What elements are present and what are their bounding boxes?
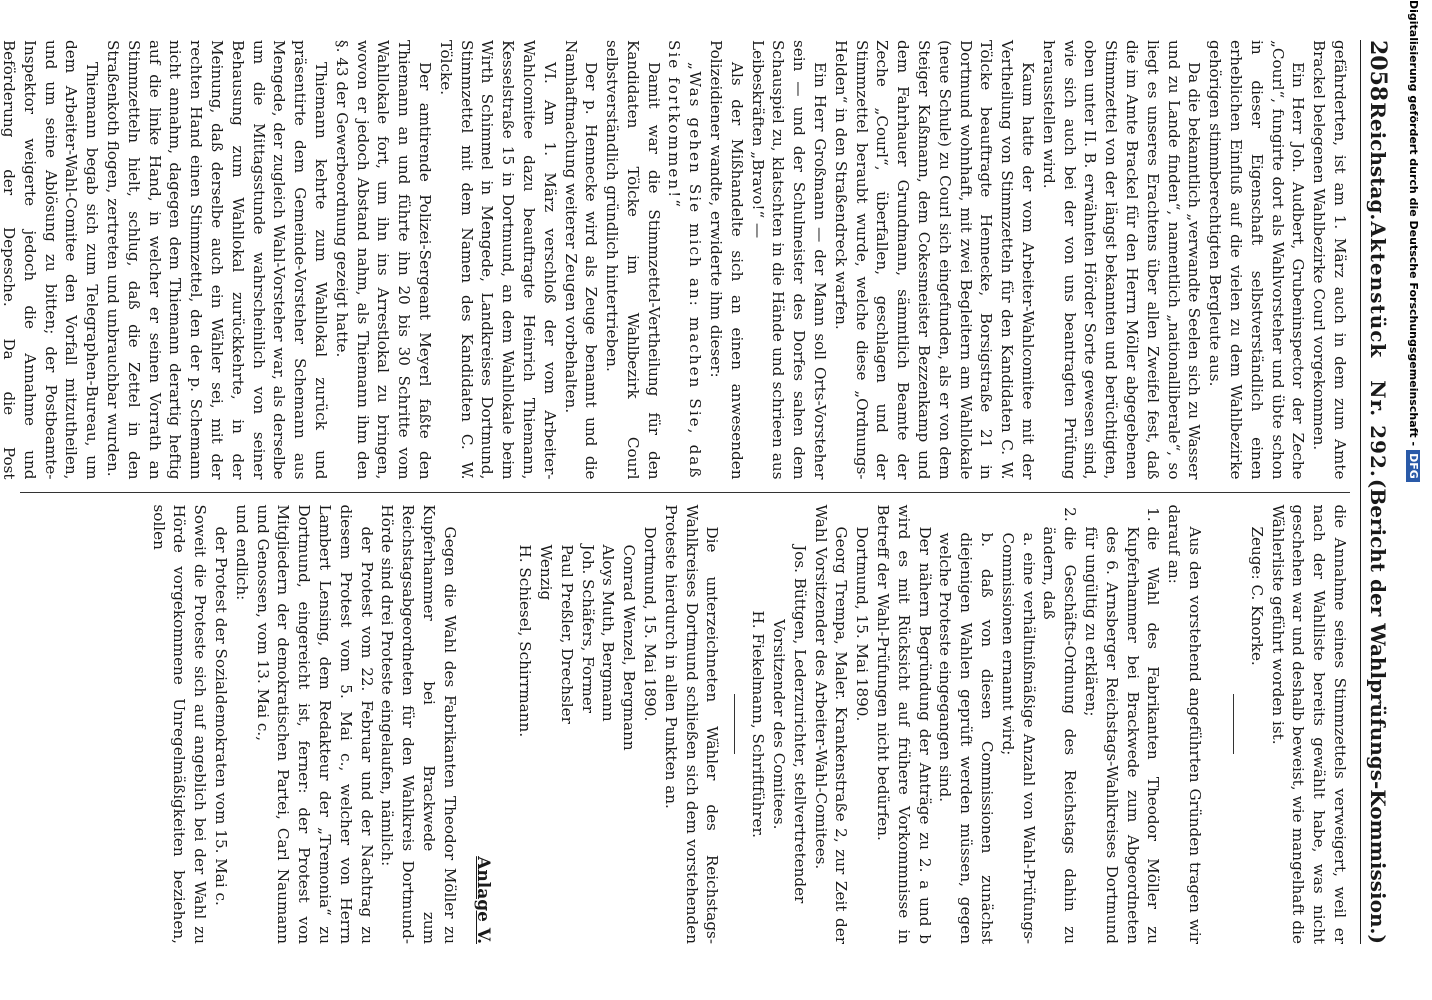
witness-line: Zeuge: C. Knorke.: [1247, 526, 1266, 666]
credit-text: Digitalisierung gefördert durch die Deutsche Forschungsgemeinschaft -: [1407, 0, 1420, 447]
signatory: Paul Preßler, Drechsler: [557, 544, 576, 724]
signature-line: Jos. Büttgen, Lederzurichter, stellvertretender Vorsitzender des Comitees.: [770, 545, 809, 904]
paragraph: Aus den vorstehend angeführten Gründen tragen wir darauf an:: [1165, 504, 1205, 944]
separator-rule: [734, 694, 735, 754]
paragraph: Der amtirende Polizei-Sergeant Meyerl faßte den Thiemann an und führte ihn 20 bis 30 Schritte vom Wahllokale fort, um ihn ins Arrestlokal zu bringen, wovon er jedoch Abstand nahm, als Thiemann ihm den §. 43 der Gewerbeordnung gezeigt hatte.: [332, 40, 434, 480]
header-middle: [1366, 221, 1390, 478]
paragraph: Soweit die Proteste sich auf angeblich bei der Wahl zu Hörde vorgekommene Unregelmäßigkeiten beziehen, sollen: [149, 504, 210, 944]
motion-subitem: a. eine verhältnißmäßige Anzahl von Wahl-Prüfungs-Commissionen ernannt wird;: [998, 532, 1038, 944]
paragraph: und endlich:: [232, 504, 251, 601]
paragraph: Damit war die Stimmzettel-Vertheilung für den Kandidaten Tölcke im Wahlbezirk Courl selbstverständlich gründlich hintertrieben.: [603, 40, 663, 480]
signatory: Aloys Muth, Bergmann: [599, 544, 618, 722]
paragraph: Der nähern Begründung der Anträge zu 2. a und b wird es mit Rücksicht auf frühere Vorkommnisse in Betreff der Wahl-Prüfungen nicht bedürfen.: [874, 504, 934, 944]
header-middle-number: Nr. 292.: [1366, 380, 1390, 478]
paragraph: Die unterzeichneten Wähler des Reichstags-Wahlkreises Dortmund schließen sich dem vorstehenden Proteste hierdurch in allen Punkten an.: [661, 504, 722, 944]
date-line: Dortmund, 15. Mai 1890.: [641, 526, 660, 722]
digitization-credit: [1400, 0, 1426, 1000]
motion-item: 2. die Geschäfts-Ordnung des Reichstags dahin zu ändern, daß: [1039, 527, 1081, 945]
header-right: (Bericht der Wahlprüfungs-Kommission.): [1366, 478, 1390, 944]
dfg-logo: DFG: [1406, 450, 1420, 482]
text-columns: [0, 40, 1350, 944]
signatory: Wenzig: [537, 544, 556, 601]
date-line: Dortmund, 15. Mai 1890.: [853, 526, 872, 722]
paragraph: Gegen die Wahl des Fabrikanten Theodor Möller zu Kupferhammer bei Brackwede zum Reichstagsabgeordneten für den Wahlkreis Dortmund-Hörde sind drei Proteste eingelaufen, nämlich:: [378, 504, 459, 944]
right-column: [20, 492, 1350, 945]
header-left: Reichstag.: [1366, 102, 1390, 221]
paragraph: Ein Herr Großmann — der Mann soll Orts-Vorsteher sein — und der Schulmeister des Dorfes sahen dem Schauspiel zu, klatschten in die Hände und schrieen aus Leibeskräften „Bravo!“ —: [748, 40, 830, 480]
motion-subitem: b. daß von diesen Commissionen zunächst diejenigen Wahlen geprüft werden müssen, gegen welche Proteste eingegangen sind.: [936, 532, 997, 944]
paragraph: der Protest der Sozialdemokraten vom 15. Mai c.: [211, 526, 230, 906]
page-header: [1360, 40, 1391, 944]
paragraph: gefährderten, ist am 1. März auch in dem zum Amte Brackel belegenen Wahlbezirke Courl vorgekommen.: [1310, 40, 1349, 480]
signatory: Joh. Schäfers, Former: [578, 544, 597, 713]
separator-rule: [1233, 694, 1234, 754]
paragraph: die Annahme seines Stimmzettels verweigert, weil er nach der Wahlliste bereits gewählt habe, was nicht geschehen war und deshalb beweist, wie mangelhaft die Wählerliste geführt worden ist.: [1268, 504, 1349, 944]
paragraph: Da die bekanntlich „verwandte Seelen sich zu Wasser und zu Lande finden“, namentlich „nationalliberale“, so liegt es unseres Erachtens über allen Zweifel fest, daß die im Amte Brackel für den Herrn Möller abgegebenen Stimmzettel von der längst bekannten und berüchtigten, oben unter II. B. erwähnten Hörder Sorte gewesen sind, wie sich auch bei der von uns beantragten Prüfung herausstellen wird.: [1039, 40, 1204, 480]
motion-list: [1039, 505, 1164, 945]
paragraph: der Protest vom 22. Februar und der Nachtrag zu diesem Protest vom 5. Mai c., welcher von Herrn Lambert Lensing, dem Redakteur der „Tremonia“ zu Dortmund, eingereicht ist, ferner: der Protest von Mitgliedern der demokratischen Partei, Carl Naumann und Genossen, vom 13. Mai c.,: [253, 504, 376, 944]
signature-line: Georg Trempa, Maler. Krankenstraße 2, zur Zeit der Wahl Vorsitzender des Arbeiter-Wahl-Comitees.: [811, 504, 851, 944]
paragraph: Der p. Hennecke wird als Zeuge benannt und die Namhaftmachung weiterer Zeugen vorbehalten.: [561, 40, 601, 480]
signature-line: H. Fiekelmann, Schriftführer.: [749, 610, 768, 838]
signatory: H. Schiesel, Schirrmann.: [516, 544, 535, 738]
paragraph-quote: „Was gehen Sie mich an: machen Sie, daß Sie fortkommen!“: [665, 40, 705, 480]
signatory: Conrad Wenzel, Bergmann: [620, 544, 639, 751]
paragraph: Ein Herr Joh. Audbert, Grubeninspector der Zeche „Courl“, fungirte dort als Wahlvorsteher und übte schon in dieser Eigenschaft selbstverständlich einen erheblichen Einfluß auf die vielen zu dem Wahlbezirke gehörigen stimmberechtigten Bergleute aus.: [1206, 40, 1308, 480]
page-number: 2058: [1365, 40, 1391, 102]
paragraph: Thiemann begab sich zum Telegraphen-Bureau, um dem Arbeiter-Wahl-Comitee den Vorfall mitzutheilen, und um seine Ablösung zu bitten; der Postbeamte-Inspektor weigerte jedoch die Annahme und Beförderung der Depesche. Da die Post: [0, 40, 102, 480]
left-column: [0, 40, 1350, 492]
paragraph: Als der Mißhandelte sich an einen anwesenden Polizeidiener wandte, erwiderte ihm dieser:: [707, 40, 746, 480]
paragraph: Kaum hatte der vom Arbeiter-Wahlcomitee mit der Vertheilung von Stimmzetteln für den Kandidaten C. W. Tölcke beauftragte Hennecke, Borsigstraße 21 in Dortmund wohnhaft, mit zwei Begleitern am Wahllokale (neue Schule) zu Courl sich eingefunden, als er von dem Steiger Kaßmann, dem Cokesmeister Bezzenkamp und dem Fahrhauer Grundmann, sämmtlich Beamte der Zeche „Courl“, überfallen, geschlagen und der Stimmzettel beraubt wurde, welche diese „Ordnungs-Helden“ in den Straßendreck warfen.: [831, 40, 1038, 480]
annex-heading: Anlage V.: [472, 856, 493, 944]
header-middle-label: Aktenstück: [1366, 221, 1390, 359]
paragraph: VI. Am 1. März verschloß der vom Arbeiter-Wahlcomitee dazu beauftragte Heinrich Thiemann, Kesselstraße 15 in Dortmund, an dem Wahllokale beim Wirth Schimmel in Mengede, Landkreises Dortmund, Stimmzettel mit dem Namen des Kandidaten C. W. Tölcke.: [436, 40, 559, 480]
paragraph: Thiemann kehrte zum Wahllokal zurück und präsentirte dem Gemeinde-Vorsteher Schemann aus Mengede, der zugleich Wahl-Vorsteher war, als derselbe um die Mittagsstunde wahrscheinlich von seiner Behausung zum Wahllokal zurückkehrte, in der Meinung, daß derselbe auch ein Wähler sei, mit der rechten Hand einen Stimmzettel, den der p. Schemann nicht annahm, dagegen dem Thiemann derartig heftig auf die linke Hand, in welcher er seinen Vorrath an Stimmzetteln hielt, schlug, daß die Zettel in den Straßenkoth flogen, zertreten und unbrauchbar wurden.: [103, 40, 330, 480]
motion-item: 1. die Wahl des Fabrikanten Theodor Möller zu Kupferhammer bei Brackwede zum Abgeordneten des 6. Arnsberger Reichstags-Wahlkreises Dortmund für ungültig zu erklären;: [1080, 527, 1163, 945]
